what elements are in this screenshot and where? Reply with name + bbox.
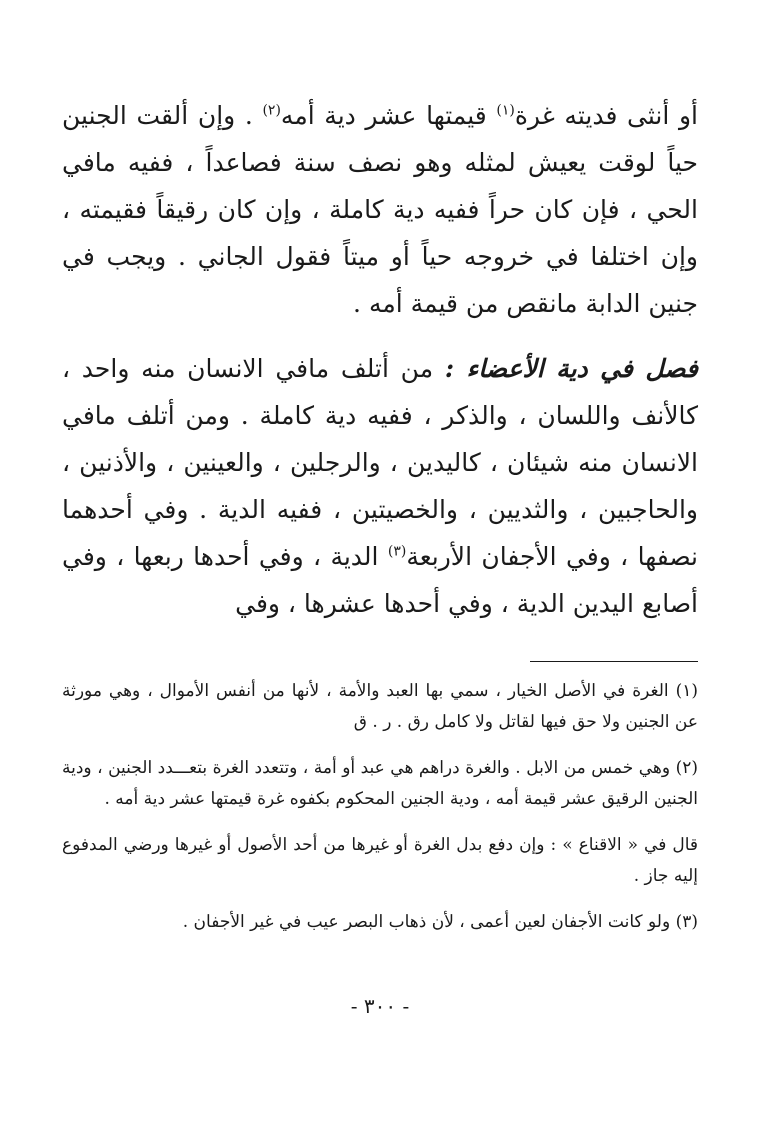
main-text (62, 92, 698, 627)
footnotes (62, 676, 698, 938)
book-page (62, 92, 698, 947)
text-span: الدية ، وفي أحدها ربعها ، وفي أصابع اليدين الدية ، وفي أحدها عشرها ، وفي (62, 542, 698, 618)
text-span: من أتلف مافي الانسان منه واحد ، كالأنف واللسان ، والذكر ، ففيه دية كاملة . ومن أتلف مافي الانسان منه شيئان ، كاليدين ، والرجلين ، والعينين ، والأذنين ، والحاجبين ، والثديين ، والخصيتين ، ففيه الدية . وفي أحدهما نصفها ، وفي الأجفان الأربعة (62, 354, 699, 571)
page-number: - ٣٠٠ - (350, 994, 410, 1018)
paragraph-limbs-blood-money (62, 345, 698, 627)
section-heading: فصل في دية الأعضاء : (444, 354, 698, 383)
footnote-2-continued: قال في « الاقناع » : وإن دفع بدل الغرة أو غيرها من أحد الأصول أو غيرها ورضي المدفوع إليه جاز . (62, 835, 698, 886)
footnote-2: (٢) وهي خمس من الابل . والغرة دراهم هي عبد أو أمة ، وتتعدد الغرة بتعـــدد الجنين ، ودية الجنين الرقيق عشر قيمة أمه ، ودية الجنين المحكوم بكفوه غرة قيمتها عشر دية أمه . (62, 758, 698, 809)
footnote-1: (١) الغرة في الأصل الخيار ، سمي بها العبد والأمة ، لأنها من أنفس الأموال ، وهي مورثة عن الجنين ولا حق فيها لقاتل ولا كامل رق . ر . ق (62, 681, 698, 732)
text-span: أو أنثى فديته غرة (514, 101, 698, 130)
footnote-ref-3[interactable]: (٣) (387, 543, 407, 560)
footnote-3: (٣) ولو كانت الأجفان لعين أعمى ، لأن ذهاب البصر عيب في غير الأجفان . (182, 912, 698, 932)
paragraph-fetus-blood-money (62, 92, 698, 327)
footnote-ref-1[interactable]: (١) (496, 102, 515, 119)
text-span: قيمتها عشر دية أمه (280, 101, 497, 130)
footnote-divider (530, 661, 698, 662)
text-span: . وإن ألقت الجنين حياً لوقت يعيش لمثله وهو نصف سنة فصاعداً ، ففيه مافي الحي ، فإن كان حراً ففيه دية كاملة ، وإن كان رقيقاً فقيمته ، وإن اختلفا في خروجه حياً أو ميتاً فقول الجاني . ويجب في جنين الدابة مانقص من قيمة أمه . (62, 101, 698, 318)
footnote-ref-2[interactable]: (٢) (262, 102, 281, 119)
